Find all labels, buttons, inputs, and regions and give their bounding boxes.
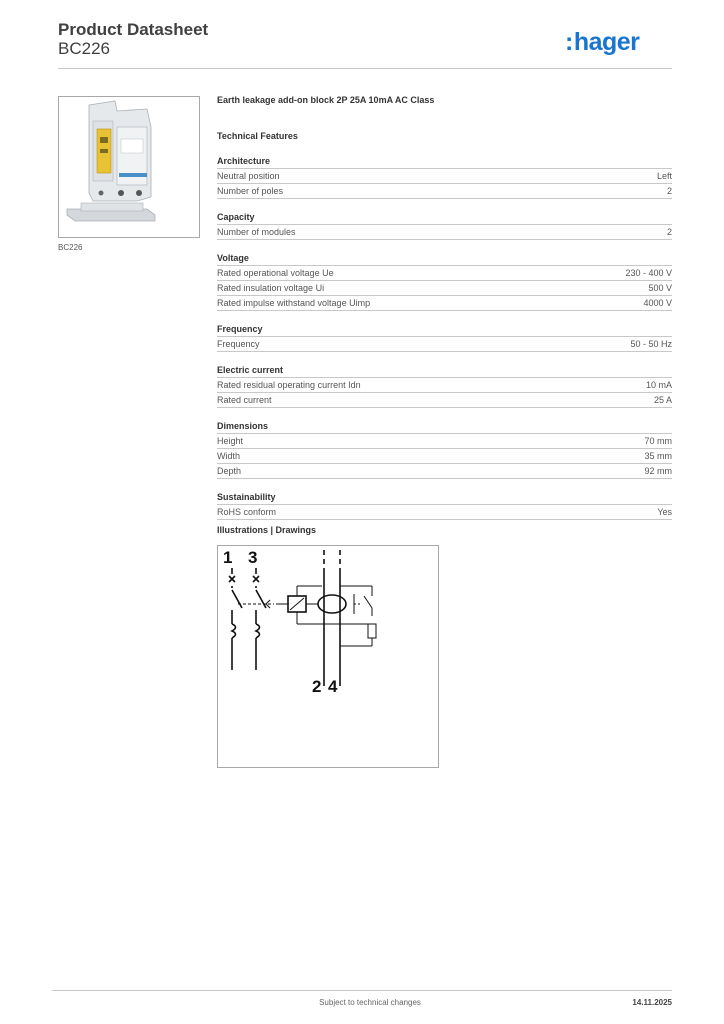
spec-label: Width [217,451,241,461]
brand-logo [565,28,639,57]
spec-value: 230 - 400 V [625,268,672,278]
brand-name: hager [573,28,640,56]
section-title: Architecture [217,154,672,169]
spec-value: 35 mm [644,451,672,461]
spec-sections [217,154,672,520]
spec-value: 92 mm [644,466,672,476]
section-title: Sustainability [217,490,672,505]
spec-section [217,210,672,240]
spec-row [217,281,672,296]
section-title: Electric current [217,363,672,378]
spec-section [217,363,672,408]
section-title: Voltage [217,251,672,266]
spec-section [217,251,672,311]
spec-row [217,393,672,408]
spec-row [217,296,672,311]
spec-label: Rated insulation voltage Ui [217,283,325,293]
spec-value: 25 A [653,395,672,405]
spec-section [217,154,672,199]
terminal-label-4: 4 [328,677,338,696]
spec-value: Left [656,171,672,181]
spec-value: Yes [657,507,672,517]
spec-value: 70 mm [644,436,672,446]
spec-label: Frequency [217,339,260,349]
page-title: Product Datasheet [58,20,209,39]
spec-row [217,184,672,199]
footer-note: Subject to technical changes [319,998,421,1007]
spec-row [217,464,672,479]
spec-row [217,378,672,393]
wiring-diagram-icon [218,546,438,767]
spec-label: Rated impulse withstand voltage Uimp [217,298,371,308]
product-description: Earth leakage add-on block 2P 25A 10mA AC Class [217,95,435,105]
wiring-diagram [217,545,439,768]
spec-value: 500 V [648,283,672,293]
spec-section [217,419,672,479]
spec-row [217,505,672,520]
spec-row [217,225,672,240]
spec-section [217,322,672,352]
spec-label: RoHS conform [217,507,277,517]
terminal-label-1: 1 [223,548,233,567]
section-title: Frequency [217,322,672,337]
terminal-label-3: 3 [248,548,258,567]
product-reference: BC226 [58,39,110,58]
section-title: Capacity [217,210,672,225]
spec-label: Depth [217,466,242,476]
spec-label: Height [217,436,244,446]
section-title: Dimensions [217,419,672,434]
header-divider [58,68,672,69]
product-image [58,96,200,238]
spec-value: 10 mA [645,380,672,390]
footer-date: 14.11.2025 [632,998,672,1007]
illustrations-heading: Illustrations | Drawings [217,525,317,535]
spec-row [217,337,672,352]
spec-row [217,449,672,464]
spec-label: Rated current [217,395,272,405]
spec-label: Rated residual operating current Idn [217,380,361,390]
logo-dots-icon: : [565,28,573,56]
spec-section [217,490,672,520]
footer-divider [52,990,672,991]
spec-label: Number of poles [217,186,284,196]
spec-row [217,169,672,184]
features-heading: Technical Features [217,131,298,141]
spec-label: Neutral position [217,171,280,181]
product-photo-icon [59,97,199,237]
spec-value: 4000 V [643,298,672,308]
image-caption: BC226 [58,243,83,252]
spec-value: 2 [666,227,672,237]
spec-row [217,434,672,449]
terminal-label-2: 2 [312,677,322,696]
spec-value: 50 - 50 Hz [630,339,672,349]
spec-label: Rated operational voltage Ue [217,268,334,278]
technical-content [217,93,672,520]
spec-label: Number of modules [217,227,296,237]
spec-value: 2 [666,186,672,196]
spec-row [217,266,672,281]
